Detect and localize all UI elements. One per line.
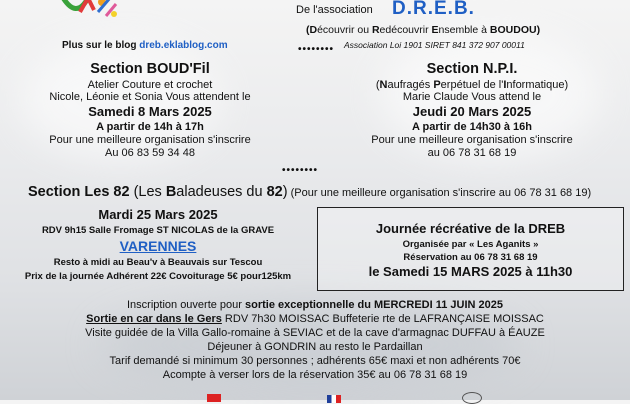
sortie-visit: Visite guidée de la Villa Gallo-romaine à SEVIAC et de la cave d'armagnac DUFFAU à ÉAUZE (85, 327, 545, 339)
journee-box (317, 207, 624, 291)
journee-organizer: Organisée par « Les Aganits » (402, 239, 539, 250)
sortie-acompte: Acompte à verser lors de la réservation 35€ au 06 78 31 68 19 (162, 369, 468, 381)
boudfil-hosts: Nicole, Léonie et Sonia Vous attendent le (49, 91, 251, 103)
journee-date: le Samedi 15 MARS 2025 à 11h30 (368, 264, 573, 279)
npi-date: Jeudi 20 Mars 2025 (412, 104, 532, 119)
npi-subtitle: (Naufragés Perpétuel de l'Informatique) (375, 79, 569, 91)
boudfil-phone: Au 06 83 59 34 48 (105, 147, 195, 159)
npi-title: Section N.P.I. (426, 61, 518, 77)
npi-phone: au 06 78 31 68 19 (427, 147, 517, 159)
section-les82-title: Section Les 82 (Les Baladeuses du 82) (Pour une meilleure organisation s'inscrire au 06 78 31 68 19) (28, 184, 592, 200)
les82-note: (Pour une meilleure organisation s'inscrire au 06 78 31 68 19) (287, 187, 592, 199)
journee-title: Journée récréative de la DREB (375, 221, 566, 236)
section-sortie (0, 299, 630, 381)
blog-link[interactable]: dreb.eklablog.com (139, 40, 228, 51)
association-tagline: (Découvrir ou Redécouvrir Ensemble à BOUDOU) (306, 24, 541, 36)
partner-logo-icon (462, 392, 482, 404)
sortie-car: Sortie en car dans le Gers RDV 7h30 MOISSAC Buffeterie rte de LAFRANÇAISE MOISSAC (86, 313, 544, 325)
sortie-intro: Inscription ouverte pour sortie exceptionnelle du MERCREDI 11 JUIN 2025 (127, 299, 503, 311)
logo-icon (58, 0, 120, 24)
sortie-tarif: Tarif demandé si minimum 30 personnes ; adhérents 65€ maxi et non adhérents 70€ (109, 355, 521, 367)
boudfil-note: Pour une meilleure organisation s'inscrire (49, 134, 251, 146)
blog-line: Plus sur le blog dreb.eklablog.com (62, 40, 228, 51)
boudfil-activity: Atelier Couture et crochet (87, 79, 213, 91)
npi-note: Pour une meilleure organisation s'inscrire (371, 134, 573, 146)
partner-logo-icon (207, 394, 221, 402)
section-boudfil (0, 61, 300, 159)
boudfil-hours: A partir de 14h à 17h (96, 121, 204, 133)
sortie-lunch: Déjeuner à GONDRIN au resto le Pardaillan (207, 341, 423, 353)
separator-dots: •••••••• (298, 44, 335, 55)
journee-reservation: Réservation au 06 78 31 68 19 (403, 252, 538, 263)
npi-hours: A partir de 14h30 à 16h (411, 121, 533, 133)
separator-dots: •••••••• (282, 165, 319, 176)
french-flag-icon (327, 395, 341, 403)
section-varennes (0, 207, 316, 282)
association-prefix: De l'association (296, 4, 373, 16)
varennes-place: VARENNES (119, 238, 197, 254)
association-name: D.R.E.B. (392, 0, 475, 19)
varennes-date: Mardi 25 Mars 2025 (98, 207, 218, 222)
varennes-price: Prix de la journée Adhérent 22€ Covoiturage 5€ pour125km (24, 271, 292, 282)
varennes-rdv: RDV 9h15 Salle Fromage ST NICOLAS de la GRAVE (41, 225, 275, 236)
section-npi (316, 61, 628, 159)
boudfil-title: Section BOUD'Fil (90, 61, 210, 77)
varennes-lunch: Resto à midi au Beau'v à Beauvais sur Tescou (53, 257, 263, 268)
boudfil-date: Samedi 8 Mars 2025 (88, 104, 212, 119)
npi-host: Marie Claude Vous attend le (402, 91, 542, 103)
legal-notice: Association Loi 1901 SIRET 841 372 907 00011 (344, 40, 525, 50)
